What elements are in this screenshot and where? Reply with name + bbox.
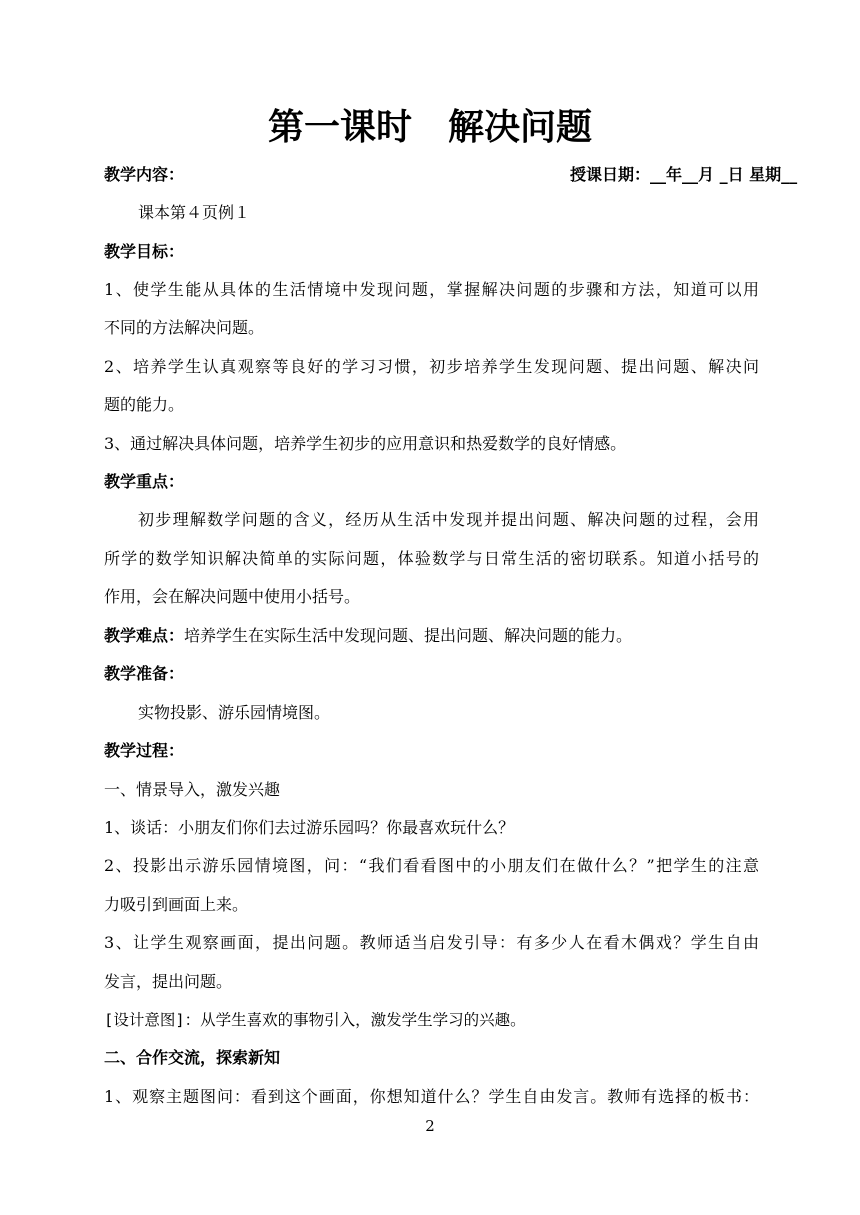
key-points-line-3: 作用，会在解决问题中使用小括号。 [104,587,361,606]
section-1-item-3-line-1: 3、让学生观察画面，提出问题。教师适当启发引导：有多少人在看木偶戏？学生自由 [104,933,759,952]
goals-heading: 教学目标： [104,242,185,261]
section-1-item-1: 1、谈话：小朋友们你们去过游乐园吗？你最喜欢玩什么？ [104,818,515,837]
design-intent-note: [设计意图]：从学生喜欢的事物引入，激发学生学习的兴趣。 [104,1011,526,1029]
date-label: 授课日期：__年__月 _日 星期__ [570,165,798,184]
page-number: 2 [425,1117,435,1135]
section-1-heading: 一、情景导入，激发兴趣 [104,780,281,799]
key-points-heading: 教学重点： [104,472,185,491]
preparation-heading: 教学准备： [104,664,185,683]
textbook-reference: 课本第４页例１ [138,203,251,222]
goal-item-1-line-2: 不同的方法解决问题。 [104,318,265,337]
key-points-line-1: 初步理解数学问题的含义，经历从生活中发现并提出问题、解决问题的过程，会用 [138,510,759,529]
goal-item-2-line-1: 2、培养学生认真观察等良好的学习习惯，初步培养学生发现问题、提出问题、解决问 [104,357,759,376]
goal-item-1-line-1: 1、使学生能从具体的生活情境中发现问题，掌握解决问题的步骤和方法，知道可以用 [104,280,759,299]
difficulty-text: 培养学生在实际生活中发现问题、提出问题、解决问题的能力。 [184,626,633,645]
difficulty-row [104,625,759,647]
section-1-item-2-line-2: 力吸引到画面上来。 [104,895,249,914]
page-title: 第一课时 解决问题 [267,107,592,148]
section-1-item-3-line-2: 发言，提出问题。 [104,972,233,991]
content-label: 教学内容： [104,165,185,184]
preparation-text: 实物投影、游乐园情境图。 [138,703,331,722]
section-2-item-1: 1、观察主题图问：看到这个画面，你想知道什么？学生自由发言。教师有选择的板书： [104,1087,759,1106]
goal-item-2-line-2: 题的能力。 [104,395,185,414]
header-row [104,164,798,186]
section-1-item-2-line-1: 2、投影出示游乐园情境图，问：“我们看看图中的小朋友们在做什么？”把学生的注意 [104,856,759,875]
goal-item-3: 3、通过解决具体问题，培养学生初步的应用意识和热爱数学的良好情感。 [104,434,627,453]
key-points-line-2: 所学的数学知识解决简单的实际问题，体验数学与日常生活的密切联系。知道小括号的 [104,549,759,568]
process-heading: 教学过程： [104,741,185,760]
difficulty-heading: 教学难点： [104,626,185,645]
section-2-heading: 二、合作交流，探索新知 [104,1048,281,1067]
